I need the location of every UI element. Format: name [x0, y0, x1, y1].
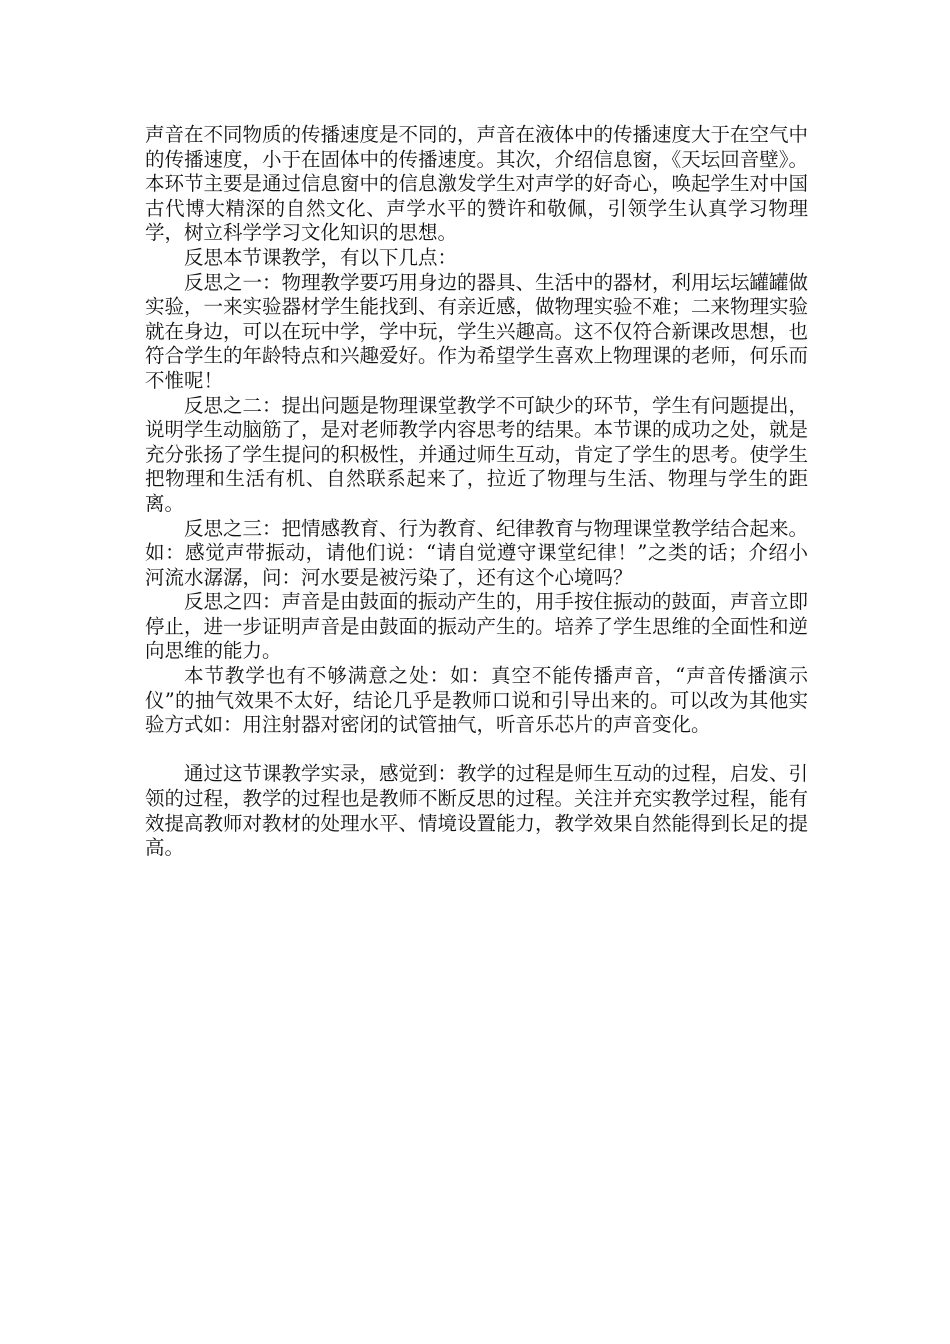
paragraph-reflection-two: 反思之二：提出问题是物理课堂教学不可缺少的环节，学生有问题提出，说明学生动脑筋了，是对老师教学内容思考的结果。本节课的成功之处，就是充分张扬了学生提问的积极性，并通过师生互动，肯定了学生的思考。使学生把物理和生活有机、自然联系起来了，拉近了物理与生活、物理与学生的距离。	[145, 393, 809, 515]
paragraph-reflection-one: 反思之一：物理教学要巧用身边的器具、生活中的器材，利用坛坛罐罐做实验，一来实验器材学生能找到、有亲近感，做物理实验不难；二来物理实验就在身边，可以在玩中学，学中玩，学生兴趣高。这不仅符合新课改思想，也符合学生的年龄特点和兴趣爱好。作为希望学生喜欢上物理课的老师，何乐而不惟呢！	[145, 270, 809, 392]
paragraph-reflection-intro: 反思本节课教学，有以下几点：	[184, 245, 458, 269]
paragraph-conclusion: 通过这节课教学实录，感觉到：教学的过程是师生互动的过程，启发、引领的过程，教学的过程也是教师不断反思的过程。关注并充实教学过程，能有效提高教师对教材的处理水平、情境设置能力，教学效果自然能得到长足的提高。	[145, 762, 809, 860]
paragraph-shortcomings: 本节教学也有不够满意之处：如：真空不能传播声音，“声音传播演示仪”的抽气效果不太好，结论几乎是教师口说和引导出来的。可以改为其他实验方式如：用注射器对密闭的试管抽气，听音乐芯片的声音变化。	[145, 664, 808, 737]
paragraph-reflection-four: 反思之四：声音是由鼓面的振动产生的，用手按住振动的鼓面，声音立即停止，进一步证明声音是由鼓面的振动产生的。培养了学生思维的全面性和逆向思维的能力。	[145, 590, 809, 663]
paragraph-sound-speed: 声音在不同物质的传播速度是不同的，声音在液体中的传播速度大于在空气中的传播速度，小于在固体中的传播速度。其次，介绍信息窗，《天坛回音壁》。本环节主要是通过信息窗中的信息激发学生对声学的好奇心，唤起学生对中国古代博大精深的自然文化、声学水平的赞许和敬佩，引领学生认真学习物理学，树立科学学习文化知识的思想。	[145, 123, 809, 245]
paragraph-spacer	[145, 738, 808, 763]
paragraph-reflection-three: 反思之三：把情感教育、行为教育、纪律教育与物理课堂教学结合起来。如：感觉声带振动，请他们说：“请自觉遵守课堂纪律！”之类的话；介绍小河流水潺潺，问：河水要是被污染了，还有这个心境吗？	[145, 516, 809, 589]
document-body	[145, 123, 808, 861]
